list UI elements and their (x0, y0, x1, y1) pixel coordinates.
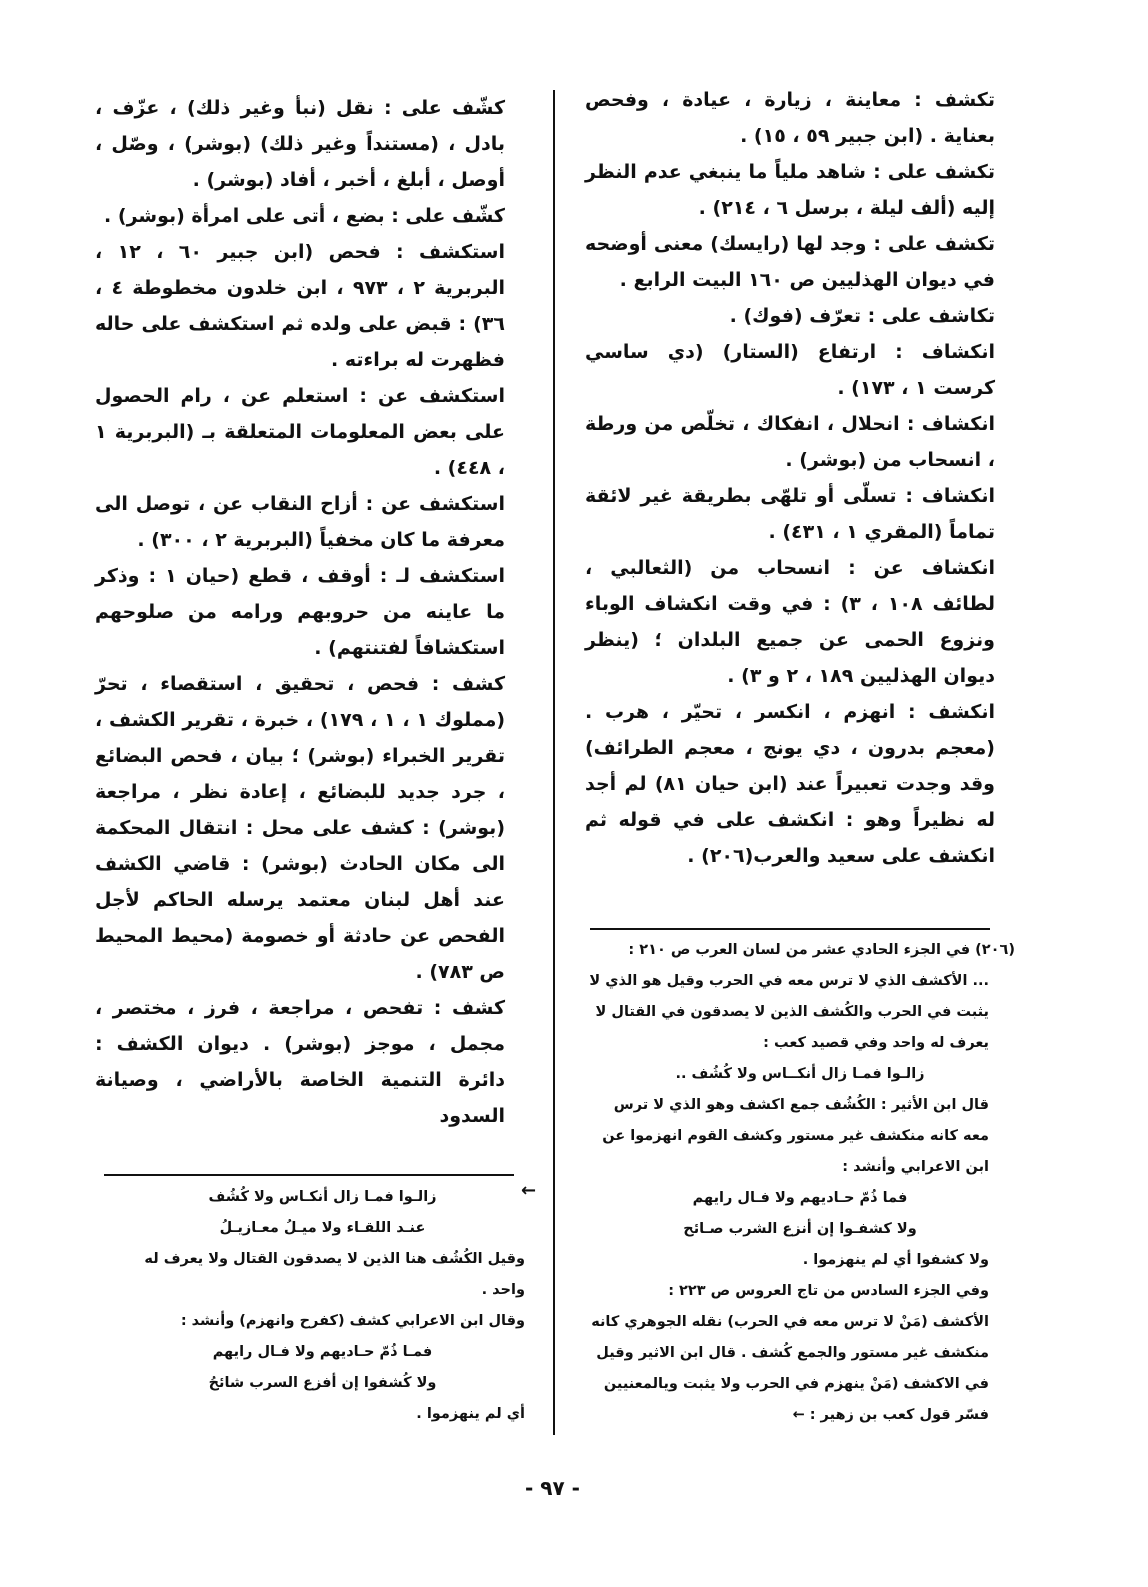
footnote-line: وقيل الكُشُف هنا الذين لا يصدقون القتال ولا يعرف له واحد . (144, 1251, 525, 1298)
footnote-verse: ولا كُشفوا إن أفزع السرب شائحُ (208, 1375, 437, 1391)
entry: كشّف على : بضع ، أتى على امرأة (بوشر) . (104, 205, 505, 227)
footnote-line: وفي الجزء السادس من تاج العروس ص ٢٢٣ : (668, 1283, 989, 1299)
left-column (95, 90, 505, 1134)
footnote-verse: فمـا ذُمّ حـاديهم ولا فـال رايهم (212, 1344, 433, 1360)
footnote-verse: فما ذُمّ حـاديهم ولا فـال رايهم (692, 1190, 908, 1206)
entry: تكاشف على : تعرّف (فوك) . (729, 305, 995, 327)
footnote-line: قال ابن الأثير : الكُشُف جمع اكشف وهو الذي لا ترس معه كانه منكشف غير مستور وكشف القوم انهزموا عن ابن الاعرابي وأنشد : (602, 1097, 989, 1175)
entry: استكشف : فحص (ابن جبير ٦٠ ، ١٢ ، البربرية ٢ ، ٩٧٣ ، ابن خلدون مخطوطة ٤ ، ٣٦) : قبض على ولده ثم استكشف على حاله فظهرت له براءته . (95, 241, 505, 371)
entry: تكشف على : شاهد ملياً ما ينبغي عدم النظر إليه (ألف ليلة ، برسل ٦ ، ٢١٤) . (585, 161, 995, 219)
column-divider (553, 90, 555, 1435)
entry: كشّف على : نقل (نبأ وغير ذلك) ، عزّف ، بادل ، (مستنداً وغير ذلك) (بوشر) ، وصّل ، أوصل ، أبلغ ، أخبر ، أفاد (بوشر) . (95, 97, 505, 191)
footnote-verse: عنـد اللقـاء ولا ميـلُ معـازيـلُ (219, 1220, 426, 1236)
entry: استكشف عن : استعلم عن ، رام الحصول على بعض المعلومات المتعلقة بـ (البربرية ١ ، ٤٤٨) . (95, 385, 505, 479)
entry: انكشاف : تسلّى أو تلهّى بطريقة غير لائقة تماماً (المقري ١ ، ٤٣١) . (585, 485, 995, 543)
footnote-line: ولا كشفوا أي لم ينهزموا . (802, 1252, 989, 1268)
right-column (585, 82, 995, 874)
entry: انكشف : انهزم ، انكسر ، تحيّر ، هرب . (معجم بدرون ، دي يونج ، معجم الطرائف) وقد وجدت تعبيراً عند (ابن حيان ٨١) لم أجد له نظيراً وهو : انكشف على في قوله ثم انكشف على سعيد والعرب(٢٠٦) . (585, 701, 995, 867)
footnote-separator-right (590, 928, 990, 930)
entry: استكشف لـ : أوقف ، قطع (حيان ١ : وذكر ما عاينه من حروبهم ورامه من صلوحهم استكشافاً لفتنتهم) . (95, 565, 505, 659)
entry: كشف : فحص ، تحقيق ، استقصاء ، تحرّ (مملوك ١ ، ١ ، ١٧٩) ، خبرة ، تقرير الكشف ، تقرير الخبراء (بوشر) ؛ بيان ، فحص البضائع ، جرد جديد للبضائع ، إعادة نظر ، مراجعة (بوشر) : كشف على محل : انتقال المحكمة الى مكان الحادث (بوشر) : قاضي الكشف عند أهل لبنان معتمد يرسله الحاكم لأجل الفحص عن حادثة أو خصومة (محيط المحيط ص ٧٨٣) . (95, 673, 506, 983)
footnote-line: الأكشف (مَنْ لا ترس معه في الحرب) نقله الجوهري كانه منكشف غير مستور والجمع كُشف . قال ابن الاثير وقيل في الاكشف (مَنْ ينهزم في الحرب ولا يثبت ويالمعنيين فسّر قول كعب بن زهير : ← (591, 1314, 989, 1423)
footnote-line: (٢٠٦) في الجزء الحادي عشر من لسان العرب ص ٢١٠ : (628, 942, 1015, 958)
entry: تكشف : معاينة ، زيارة ، عيادة ، وفحص بعناية . (ابن جبير ٥٩ ، ١٥) . (585, 89, 995, 147)
footnote-separator-left (104, 1174, 514, 1176)
entry: انكشاف عن : انسحاب من (الثعالبي ، لطائف ١٠٨ ، ٣) : في وقت انكشاف الوباء ونزوع الحمى عن جميع البلدان ؛ (ينظر ديوان الهذليين ١٨٩ ، ٢ و ٣) . (585, 557, 995, 687)
footnote-verse: زالـوا فمـا زال أنكـاس ولا كُشُف (208, 1189, 437, 1205)
footnote-line: ... الأكشف الذي لا ترس معه في الحرب وقيل هو الذي لا يثبت في الحرب والكُشف الذين لا يصدقون في القتال لا يعرف له واحد وفي قصيد كعب : (589, 973, 989, 1051)
footnote-right (585, 935, 1015, 1431)
footnote-line: أي لم ينهزموا . (416, 1406, 525, 1422)
entry: كشف : تفحص ، مراجعة ، فرز ، مختصر ، مجمل ، موجز (بوشر) . ديوان الكشف : دائرة التنمية الخاصة بالأراضي ، وصيانة السدود (95, 997, 505, 1127)
entry: انكشاف : انحلال ، انفكاك ، تخلّص من ورطة ، انسحاب من (بوشر) . (585, 413, 995, 471)
page-number: - ٩٧ - (525, 1476, 580, 1500)
footnote-verse: ولا كشفـوا إن أنزع الشرب صـائح (683, 1221, 917, 1237)
footnote-left (120, 1182, 525, 1430)
entry: انكشاف : ارتفاع (الستار) (دي ساسي كرست ١ ، ١٧٣) . (585, 341, 995, 399)
entry: استكشف عن : أزاح النقاب عن ، توصل الى معرفة ما كان مخفياً (البربرية ٢ ، ٣٠٠) . (95, 493, 505, 551)
continuation-arrow-icon: ← (521, 1180, 537, 1201)
footnote-verse: زالـوا فمـا زال أنكــاس ولا كُشُف .. (675, 1066, 925, 1082)
entry: تكشف على : وجد لها (رايسك) معنى أوضحه في ديوان الهذليين ص ١٦٠ البيت الرابع . (585, 233, 995, 291)
footnote-line: وقال ابن الاعرابي كشف (كفرح وانهزم) وأنشد : (180, 1313, 525, 1329)
